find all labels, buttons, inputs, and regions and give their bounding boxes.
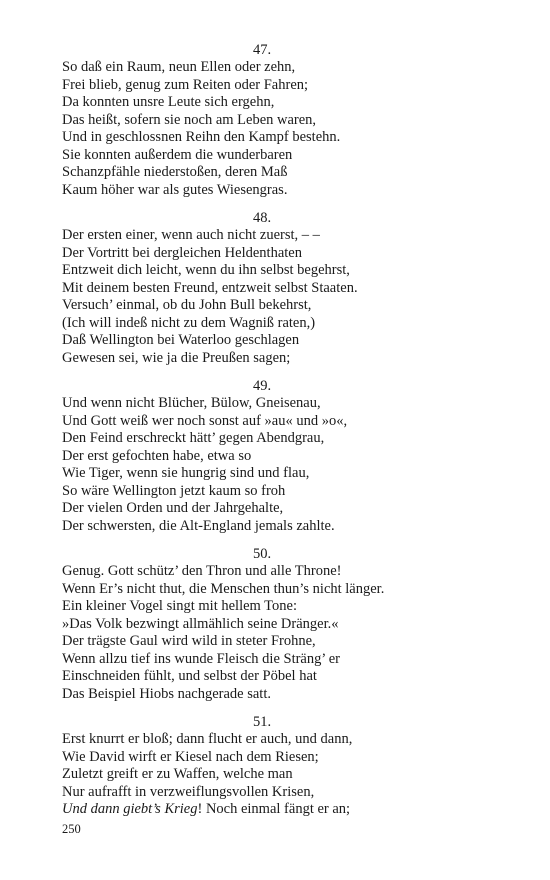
- verse-line: Der ersten einer, wenn auch nicht zuerst, – –: [62, 227, 320, 243]
- verse-line: Und wenn nicht Blücher, Bülow, Gneisenau,: [62, 395, 321, 411]
- verse-line: Ein kleiner Vogel singt mit hellem Tone:: [62, 598, 297, 614]
- verse-line: Das Beispiel Hiobs nachgerade satt.: [62, 685, 271, 702]
- verse-line: Gewesen sei, wie ja die Preußen sagen;: [62, 349, 291, 366]
- stanza-number: 50.: [252, 546, 272, 562]
- verse-line: [62, 801, 502, 819]
- verse-line: Wenn Er’s nicht thut, die Menschen thun’s nicht länger.: [62, 580, 385, 597]
- verse-line: Nur aufrafft in verzweiflungsvollen Krisen,: [62, 783, 315, 800]
- verse-line: Wie Tiger, wenn sie hungrig sind und flau,: [62, 465, 310, 481]
- verse-line: Das heißt, sofern sie noch am Leben waren,: [62, 111, 317, 128]
- verse-line: Wenn allzu tief ins wunde Fleisch die Sträng’ er: [62, 650, 341, 667]
- stanza-47: [62, 42, 502, 199]
- verse-line: Der Vortritt bei dergleichen Heldenthaten: [62, 244, 302, 261]
- stanza-49: [62, 378, 502, 535]
- verse-line: Der trägste Gaul wird wild in steter Frohne,: [62, 633, 316, 649]
- verse-line: So wäre Wellington jetzt kaum so froh: [62, 482, 286, 499]
- stanza-number: 49.: [252, 378, 272, 394]
- verse-line: So daß ein Raum, neun Ellen oder zehn,: [62, 59, 296, 75]
- verse-line: Einschneiden fühlt, und selbst der Pöbel hat: [62, 668, 317, 684]
- verse-line: Kaum höher war als gutes Wiesengras.: [62, 181, 288, 198]
- page-number: 250: [62, 822, 81, 836]
- verse-line: Zuletzt greift er zu Waffen, welche man: [62, 766, 293, 782]
- stanza-50: [62, 546, 502, 703]
- verse-line: Und in geschlossnen Reihn den Kampf bestehn.: [62, 129, 341, 145]
- verse-italic-phrase: Und dann giebt’s Krieg: [62, 801, 198, 817]
- verse-line-rest: ! Noch einmal fängt er an;: [197, 801, 351, 817]
- verse-line: Frei blieb, genug zum Reiten oder Fahren;: [62, 76, 309, 93]
- verse-line: »Das Volk bezwingt allmählich seine Dränger.«: [62, 615, 339, 632]
- verse-line: Den Feind erschreckt hätt’ gegen Abendgrau,: [62, 430, 325, 446]
- verse-line: Da konnten unsre Leute sich ergehn,: [62, 94, 275, 110]
- verse-line: Daß Wellington bei Waterloo geschlagen: [62, 332, 300, 348]
- stanza-number: 51.: [252, 714, 272, 730]
- verse-line: Wie David wirft er Kiesel nach dem Riesen;: [62, 748, 319, 765]
- verse-line: Erst knurrt er bloß; dann flucht er auch, und dann,: [62, 731, 353, 747]
- verse-line: Sie konnten außerdem die wunderbaren: [62, 146, 293, 163]
- verse-line: Der erst gefochten habe, etwa so: [62, 447, 252, 464]
- verse-line: Schanzpfähle niederstoßen, deren Maß: [62, 164, 288, 180]
- stanza-48: [62, 210, 502, 367]
- verse-line: Und Gott weiß wer noch sonst auf »au« und »o«,: [62, 412, 348, 429]
- verse-line: Der vielen Orden und der Jahrgehalte,: [62, 500, 284, 516]
- verse-line: Der schwersten, die Alt-England jemals zahlte.: [62, 517, 335, 534]
- stanza-51: [62, 714, 502, 819]
- verse-line: Genug. Gott schütz’ den Thron und alle Throne!: [62, 563, 342, 579]
- verse-line: (Ich will indeß nicht zu dem Wagniß raten,): [62, 314, 316, 331]
- verse-line: Mit deinem besten Freund, entzweit selbst Staaten.: [62, 279, 358, 296]
- verse-line: Versuch’ einmal, ob du John Bull bekehrst,: [62, 297, 312, 313]
- stanza-number: 48.: [252, 210, 272, 226]
- verse-line: Entzweit dich leicht, wenn du ihn selbst begehrst,: [62, 262, 350, 278]
- stanza-number: 47.: [252, 42, 272, 58]
